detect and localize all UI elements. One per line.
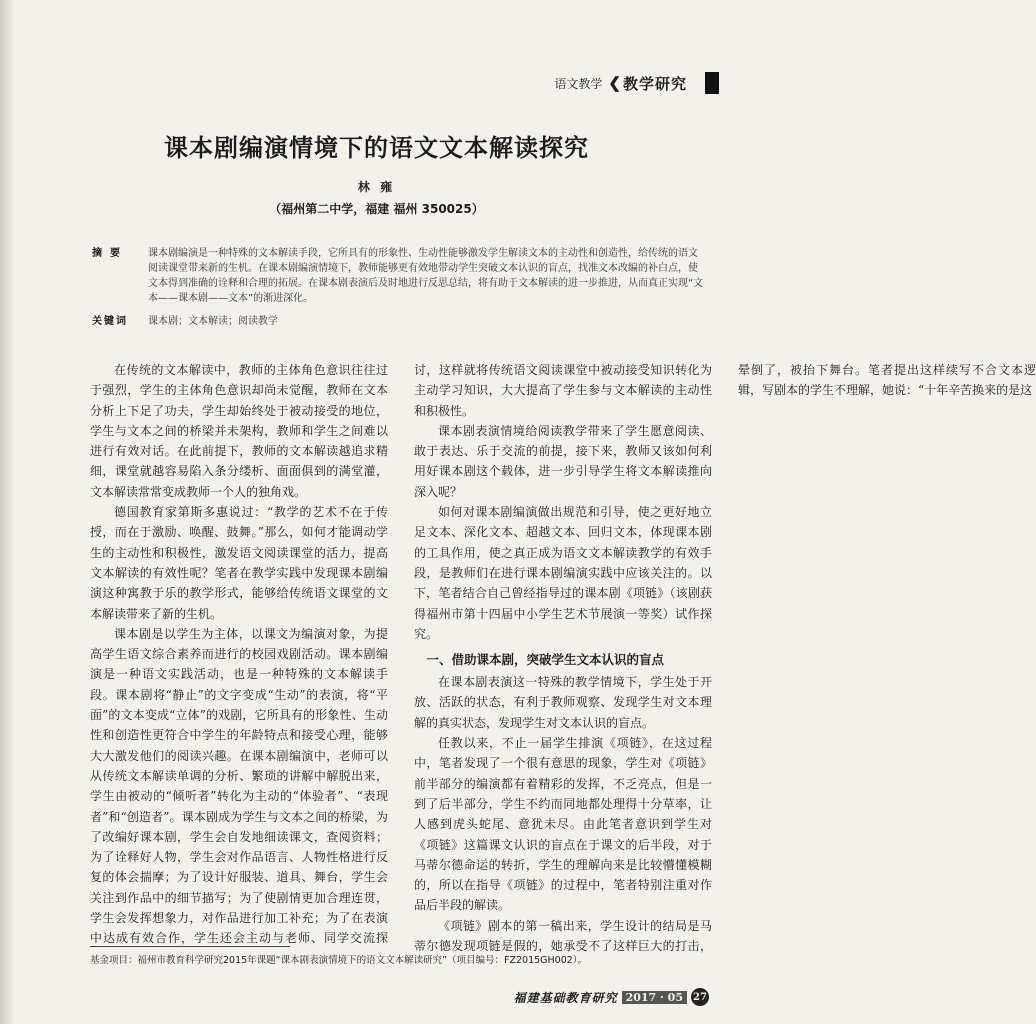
article-author: 林 雍 bbox=[357, 180, 396, 194]
footer-issue: 2017 · 05 bbox=[622, 991, 687, 1004]
arrow-left-icon: ❮ bbox=[608, 74, 621, 92]
article-body bbox=[90, 360, 1036, 960]
funding-footnote: 基金项目：福州市教育科学研究2015年课题“课本剧表演情境下的语文文本解读研究”（项目编号：FZ2015GH002）。 bbox=[90, 955, 588, 966]
footnote-divider bbox=[90, 946, 290, 947]
keywords-label: 关键词 bbox=[92, 316, 128, 327]
body-paragraph: 如何对课本剧编演做出规范和引导，使之更好地立足文本、深化文本、超越文本、回归文本，体现课本剧的工具作用，使之真正成为语文文本解读教学的有效手段，是教师们在进行课本剧编演实践中应该关注的。以下，笔者结合自己曾经指导过的课本剧《项链》（该剧获得福州市第十四届中小学生艺术节展演一等奖）试作探究。 bbox=[414, 505, 712, 641]
journal-header bbox=[554, 72, 719, 94]
article-title: 课本剧编演情境下的语文文本解读探究 bbox=[164, 134, 589, 162]
article-affiliation: （福州第二中学，福建 福州 350025） bbox=[269, 202, 484, 216]
body-paragraph: 德国教育家第斯多惠说过：“教学的艺术不在于传授，而在于激励、唤醒、鼓舞。”那么，如何才能调动学生的主动性和积极性，激发语文阅读课堂的活力，提高文本解读的有效性呢？笔者在教学实践中发现课本剧编演这种寓教于乐的教学形式，能够给传统语文课堂的文本解读带来了新的生机。 bbox=[90, 505, 388, 621]
abstract-row bbox=[92, 246, 707, 306]
header-section: 语文教学 bbox=[554, 76, 603, 91]
footer-journal-name: 福建基础教育研究 bbox=[513, 990, 618, 1005]
page-number: 27 bbox=[691, 988, 709, 1006]
abstract-label: 摘要 bbox=[92, 248, 128, 259]
header-block-mark bbox=[705, 72, 719, 94]
body-paragraph: 《项链》剧本的第一稿出来，学生设计的结局是马蒂尔德发现项链是假的，她承受不了这样巨大的打击，晕倒了，被抬下舞台。笔者提出这样续写不合文本逻辑，写剧本的学生不理解，她说：“十年辛苦换来的是这 bbox=[414, 363, 1036, 954]
header-column: 教学研究 bbox=[622, 74, 687, 93]
section-heading: 一、借助课本剧，突破学生文本认识的盲点 bbox=[426, 652, 665, 668]
body-paragraph: 课本剧是以学生为主体，以课文为编演对象，为提高学生语文综合素养而进行的校园戏剧活动。课本剧编演是一种语文实践活动，也是一种特殊的文本解读手段。课本剧将“静止”的文字变成“生动”的表演，将“平面”的文本变成“立体”的戏剧，它所具有的形象性、生动性和创造性更符合中学生的年龄特点和接受心理，能够大大激发他们的阅读兴趣。在课本剧编演中，老师可以从传统文本解读单调的分析、繁琐的讲解中解脱出来，学生由被动的“倾听者”转化为主动的“体验者”、“表现者”和“创造者”。课本剧成为学生与文本之间的桥梁，为了改编好课本剧，学生会自发地细读课文，查阅资料；为了诠释好人物，学生会对作品语言、人物性格进行反复的体会揣摩；为了设计好服装、道具、舞台，学生会关注到作品中的细节描写；为了使剧情更加合理连贯，学生会发挥想象力，对作品进行加工补充；为了在表演中达成有效合作，学生还会主动与老师、同学交流探讨，这样就将传统语文阅读课堂中被动接受知识转化为主动学习知识，大大提高了学生参与文本解读的主动性和积极性。 bbox=[90, 363, 712, 946]
page-footer bbox=[514, 988, 709, 1006]
keywords-row bbox=[92, 314, 707, 329]
body-paragraph: 在课本剧表演这一特殊的教学情境下，学生处于开放、活跃的状态，有利于教师观察、发现学生对文本理解的真实状态，发现学生对文本认识的盲点。 bbox=[414, 675, 712, 730]
body-paragraph: 在传统的文本解读中，教师的主体角色意识往往过于强烈，学生的主体角色意识却尚未觉醒，教师在文本分析上下足了功夫，学生却始终处于被动接受的地位，学生与文本之间的桥梁并未架构，教师和学生之间难以进行有效对话。在此前提下，教师的文本解读越追求精细，课堂就越容易陷入条分缕析、面面俱到的满堂灌，文本解读常常变成教师一个人的独角戏。 bbox=[90, 363, 388, 499]
abstract-block bbox=[92, 246, 707, 329]
body-paragraph: 课本剧表演情境给阅读教学带来了学生愿意阅读、敢于表达、乐于交流的前提，接下来，教师又该如何利用好课本剧这个载体，进一步引导学生将文本解读推向深入呢？ bbox=[414, 423, 712, 499]
keywords-text: 课本剧；文本解读；阅读教学 bbox=[148, 316, 278, 327]
body-paragraph: 任教以来，不止一届学生排演《项链》，在这过程中，笔者发现了一个很有意思的现象，学生对《项链》前半部分的编演都有着精彩的发挥，不乏亮点，但是一到了后半部分，学生不约而同地都处理得十分草率，让人感到虎头蛇尾、意犹未尽。由此笔者意识到学生对《项链》这篇课文认识的盲点在于课文的后半段，对于马蒂尔德命运的转折，学生的理解向来是比较懵懂模糊的，所以在指导《项链》的过程中，笔者特别注重对作品后半段的解读。 bbox=[414, 736, 712, 913]
abstract-text: 课本剧编演是一种特殊的文本解读手段，它所具有的形象性、生动性能够激发学生解读文本的主动性和创造性，给传统的语文阅读课堂带来新的生机。在课本剧编演情境下，教师能够更有效地带动学生突破文本认识的盲点，找准文本改编的补白点，使文本得到准确的诠释和合理的拓展。在课本剧表演后及时地进行反思总结，将有助于文本解读的进一步推进，从而真正实现“文本——课本剧——文本”的渐进深化。 bbox=[148, 248, 704, 304]
